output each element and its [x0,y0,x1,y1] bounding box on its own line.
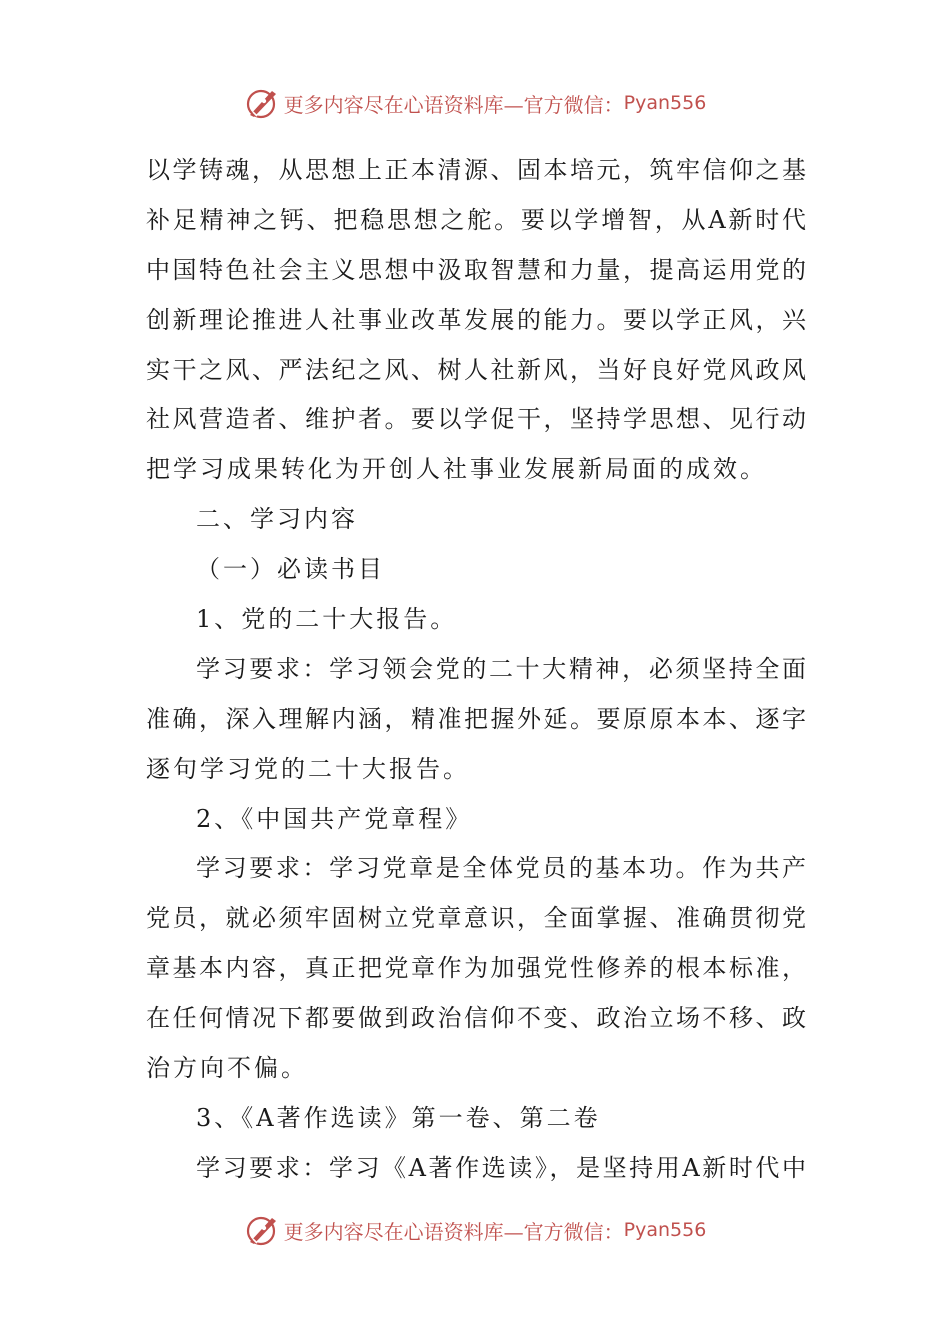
banner-brand-text: 更多内容尽在心语资料库— [283,1219,524,1244]
list-item-title: 3、《A著作选读》第一卷、第二卷 [196,1103,601,1132]
body-line: 补足精神之钙、把稳思想之舵。要以学增智，从A新时代 [146,205,806,234]
banner-wechat-id: Pyan556 [623,92,707,114]
body-line: 在任何情况下都要做到政治信仰不变、政治立场不移、政 [146,1004,806,1033]
banner-wechat-id: Pyan556 [623,1219,707,1241]
pen-logo-icon [244,1212,280,1248]
body-line: 党员，就必须牢固树立党章意识，全面掌握、准确贯彻党 [146,904,806,933]
body-line: 实干之风、严法纪之风、树人社新风，当好良好党风政风 [146,355,806,384]
list-item-title: 1、党的二十大报告。 [196,605,458,634]
body-line: 把学习成果转化为开创人社事业发展新局面的成效。 [146,455,767,484]
body-line: 准确，深入理解内涵，精准把握外延。要原原本本、逐字 [146,704,806,733]
body-line: 社风营造者、维护者。要以学促干，坚持学思想、见行动 [146,405,806,434]
body-line: 学习要求：学习党章是全体党员的基本功。作为共产 [196,854,806,883]
body-line: 逐句学习党的二十大报告。 [146,754,470,783]
subsection-heading: （一）必读书目 [196,555,385,584]
body-line: 中国特色社会主义思想中汲取智慧和力量，提高运用党的 [146,255,806,284]
body-line: 以学铸魂，从思想上正本清源、固本培元，筑牢信仰之基 [146,156,806,184]
document-body [146,146,806,1194]
body-line: 学习要求：学习领会党的二十大精神，必须坚持全面 [196,654,806,683]
banner-wechat-label: 官方微信： [523,1219,624,1244]
body-line: 学习要求：学习《A著作选读》，是坚持用A新时代中 [196,1153,806,1182]
header-banner [0,83,950,123]
list-item-title: 2、《中国共产党章程》 [196,804,473,833]
section-heading: 二、学习内容 [196,505,358,534]
pen-logo-icon [244,85,280,121]
body-line: 创新理论推进人社事业改革发展的能力。要以学正风，兴 [146,305,806,334]
body-line: 治方向不偏。 [146,1054,308,1083]
banner-brand-text: 更多内容尽在心语资料库— [283,92,524,117]
body-line: 章基本内容，真正把党章作为加强党性修养的根本标准， [146,954,806,983]
banner-wechat-label: 官方微信： [523,92,624,117]
footer-banner [0,1210,950,1250]
